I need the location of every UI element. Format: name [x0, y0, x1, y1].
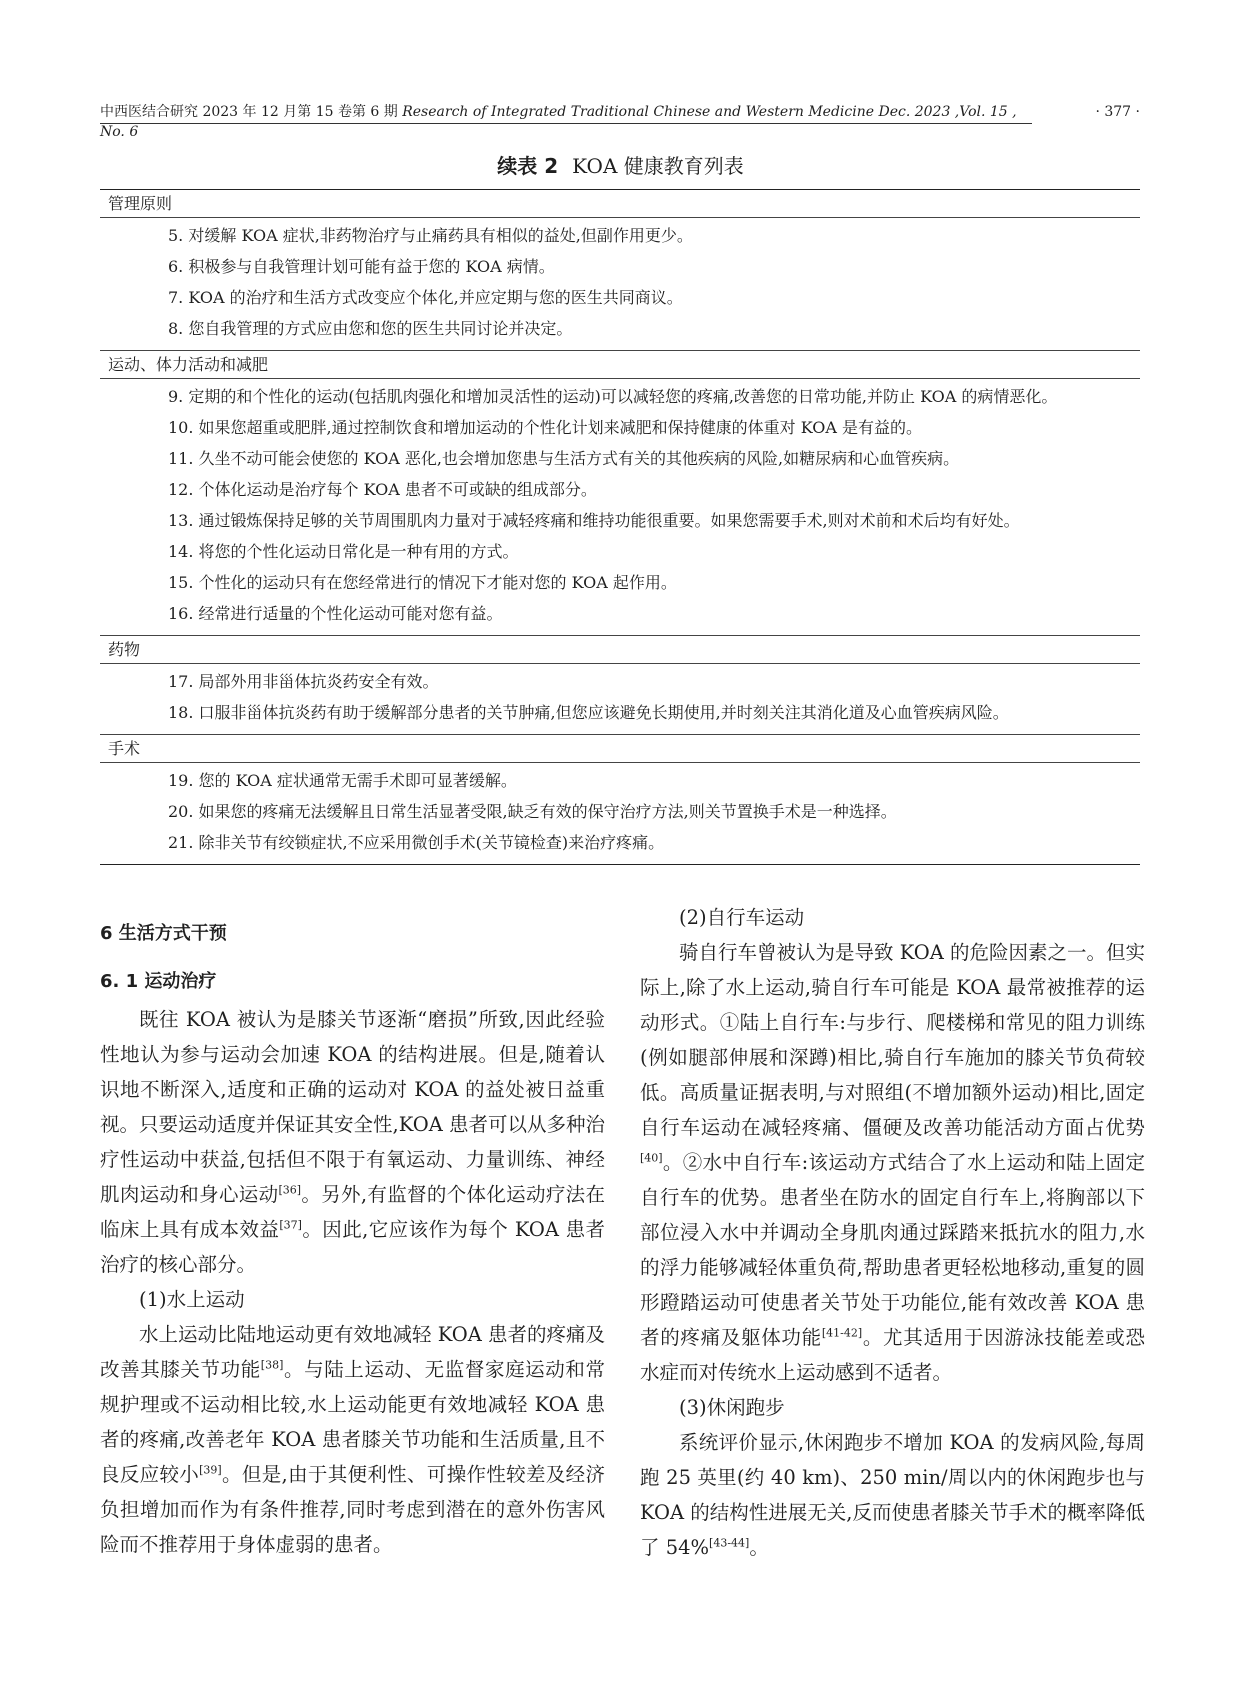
section-heading: 运动、体力活动和减肥 [100, 351, 1140, 379]
paragraph-cycling: 骑自行车曾被认为是导致 KOA 的危险因素之一。但实际上,除了水上运动,骑自行车可能是 KOA 最常被推荐的运动形式。①陆上自行车:与步行、爬楼梯和常见的阻力训练(例如腿部伸展和深蹲)相比,骑自行车施加的膝关节负荷较低。高质量证据表明,与对照组(不增加额外运动)相比,固定自行车运动在减轻疼痛、僵硬及改善功能活动方面占优势[40]。②水中自行车:该运动方式结合了水上运动和陆上固定自行车的优势。患者坐在防水的固定自行车上,将胸部以下部位浸入水中并调动全身肌肉通过踩踏来抵抗水的阻力,水的浮力能够减轻体重负荷,帮助患者更轻松地移动,重复的圆形蹬踏运动可使患者关节处于功能位,能有效改善 KOA 患者的疼痛及躯体功能[41-42]。尤其适用于因游泳技能差或恐水症而对传统水上运动感到不适者。 [640, 941, 1146, 1384]
paragraph-exercise-intro: 既往 KOA 被认为是膝关节逐渐“磨损”所致,因此经验性地认为参与运动会加速 KOA 的结构进展。但是,随着认识地不断深入,适度和正确的运动对 KOA 的益处被日益重视。只要运动适度并保证其安全性,KOA 患者可以从多种治疗性运动中获益,包括但不限于有氧运动、力量训练、神经肌肉运动和身心运动[36]。另外,有监督的个体化运动疗法在临床上具有成本效益[37]。因此,它应该作为每个 KOA 患者治疗的核心部分。 [100, 1008, 606, 1276]
table-row: 17. 局部外用非甾体抗炎药安全有效。 [168, 672, 439, 691]
education-table [100, 189, 1140, 865]
citation: [43-44] [709, 1536, 750, 1550]
table-row: 13. 通过锻炼保持足够的关节周围肌肉力量对于减轻疼痛和维持功能很重要。如果您需要手术,则对术前和术后均有好处。 [168, 511, 1020, 530]
table-row: 6. 积极参与自我管理计划可能有益于您的 KOA 病情。 [168, 257, 555, 276]
running-header [100, 100, 1140, 140]
paragraph-aquatic: 水上运动比陆地运动更有效地减轻 KOA 患者的疼痛及改善其膝关节功能[38]。与陆上运动、无监督家庭运动和常规护理或不运动相比较,水上运动能更有效地减轻 KOA 患者的疼痛,改善老年 KOA 患者膝关节功能和生活质量,且不良反应较小[39]。但是,由于其便利性、可操作性较差及经济负担增加而作为有条件推荐,同时考虑到潜在的意外伤害风险而不推荐用于身体虚弱的患者。 [100, 1323, 606, 1556]
journal-citation [100, 102, 1030, 142]
section-heading: 药物 [100, 636, 1140, 664]
table-section [100, 190, 1140, 351]
table-title: KOA 健康教育列表 [572, 154, 744, 178]
table-section [100, 351, 1140, 636]
subsection-aquatic-heading: (1)水上运动 [139, 1288, 245, 1311]
table-label: 续表 2 [497, 154, 559, 178]
section-heading: 管理原则 [100, 190, 1140, 218]
table-row: 15. 个性化的运动只有在您经常进行的情况下才能对您的 KOA 起作用。 [168, 573, 677, 592]
citation: [39] [199, 1463, 222, 1477]
subsection-running-heading: (3)休闲跑步 [679, 1396, 785, 1419]
citation: [37] [279, 1218, 302, 1232]
table-row: 12. 个体化运动是治疗每个 KOA 患者不可或缺的组成部分。 [168, 480, 597, 499]
table-row: 8. 您自我管理的方式应由您和您的医生共同讨论并决定。 [168, 319, 573, 338]
section-heading: 手术 [100, 735, 1140, 763]
citation: [36] [278, 1183, 302, 1197]
table-section [100, 636, 1140, 735]
section-6-heading: 6 生活方式干预 [100, 923, 227, 944]
table-row: 11. 久坐不动可能会使您的 KOA 恶化,也会增加您患与生活方式有关的其他疾病的风险,如糖尿病和心血管疾病。 [168, 449, 960, 468]
table-row: 19. 您的 KOA 症状通常无需手术即可显著缓解。 [168, 771, 517, 790]
table-row: 21. 除非关节有绞锁症状,不应采用微创手术(关节镜检查)来治疗疼痛。 [168, 833, 665, 852]
right-column [640, 900, 1145, 1565]
table-row: 20. 如果您的疼痛无法缓解且日常生活显著受限,缺乏有效的保守治疗方法,则关节置换手术是一种选择。 [168, 802, 897, 821]
table-row: 7. KOA 的治疗和生活方式改变应个体化,并应定期与您的医生共同商议。 [168, 288, 683, 307]
table-row: 18. 口服非甾体抗炎药有助于缓解部分患者的关节肿痛,但您应该避免长期使用,并时刻关注其消化道及心血管疾病风险。 [168, 703, 1009, 722]
table-row: 5. 对缓解 KOA 症状,非药物治疗与止痛药具有相似的益处,但副作用更少。 [168, 226, 693, 245]
left-column [100, 900, 605, 1562]
table-row: 14. 将您的个性化运动日常化是一种有用的方式。 [168, 542, 519, 561]
page-number: · 377 · [1095, 104, 1140, 120]
journal-cn: 中西医结合研究 2023 年 12 月第 15 卷第 6 期 [100, 104, 398, 120]
header-rule [100, 123, 1032, 124]
section-6-1-heading: 6. 1 运动治疗 [100, 971, 217, 992]
citation: [40] [640, 1151, 663, 1165]
table-row: 10. 如果您超重或肥胖,通过控制饮食和增加运动的个性化计划来减肥和保持健康的体重对 KOA 是有益的。 [168, 418, 922, 437]
citation: [41-42] [821, 1326, 863, 1340]
paragraph-running: 系统评价显示,休闲跑步不增加 KOA 的发病风险,每周跑 25 英里(约 40 km)、250 min/周以内的休闲跑步也与 KOA 的结构性进展无关,反而使患者膝关节手术的概率降低了 54%[43-44]。 [640, 1431, 1146, 1559]
journal-en: Research of Integrated Traditional Chinese and Western Medicine Dec. 2023 ,Vol. 15 , No. 6 [100, 104, 1017, 140]
table-section [100, 735, 1140, 864]
subsection-cycling-heading: (2)自行车运动 [679, 906, 805, 929]
citation: [38] [260, 1358, 284, 1372]
table-row: 9. 定期的和个性化的运动(包括肌肉强化和增加灵活性的运动)可以减轻您的疼痛,改善您的日常功能,并防止 KOA 的病情恶化。 [168, 387, 1058, 406]
table-caption [0, 152, 1241, 180]
table-row: 16. 经常进行适量的个性化运动可能对您有益。 [168, 604, 503, 623]
